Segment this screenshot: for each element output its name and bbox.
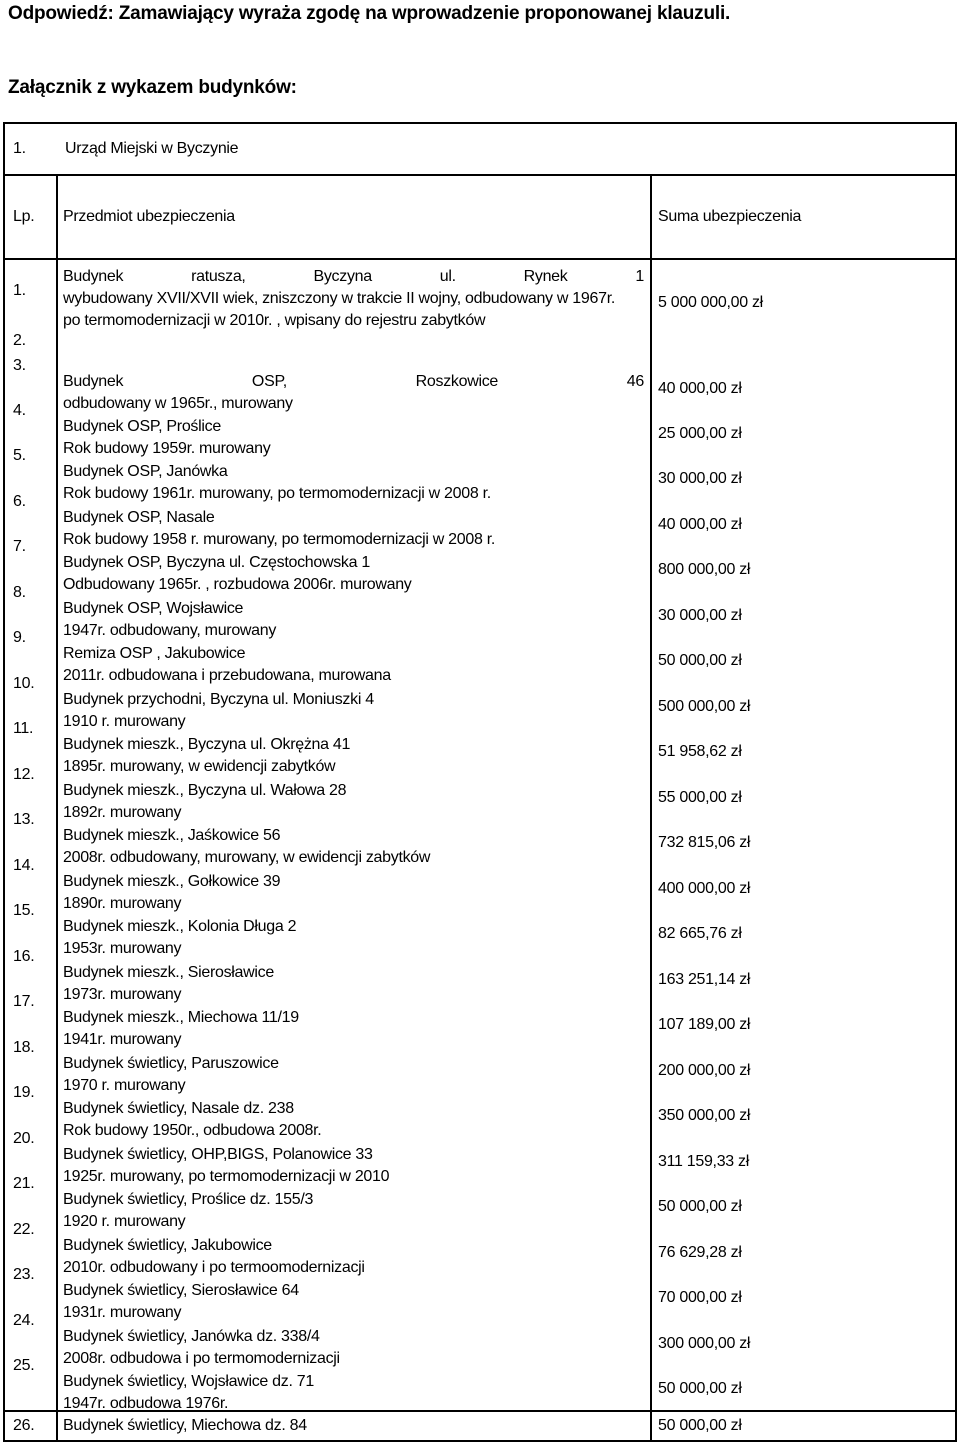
row-subject-line1: Budynek świetlicy, Wojsławice dz. 71 (63, 1373, 314, 1390)
row-subject: Budynek świetlicy, Miechowa dz. 84 (57, 1411, 651, 1441)
row-subject-line2: 2008r. odbudowa i po termomodernizacji (63, 1350, 340, 1367)
row-sum: 732 815,06 zł (658, 834, 751, 851)
row-subject-line2: Rok budowy 1959r. murowany (63, 440, 271, 457)
row-number: 8. (13, 584, 26, 601)
row-subject-line2: 2008r. odbudowany, murowany, w ewidencji zabytków (63, 849, 431, 866)
row-subject-line1 (63, 266, 644, 288)
unit-row (4, 123, 956, 175)
row-subject-line1: Budynek mieszk., Byczyna ul. Wałowa 28 (63, 782, 347, 799)
sum-column (651, 259, 956, 1411)
row-subject-word: 1 (635, 268, 644, 285)
row-sum: 50 000,00 zł (658, 652, 742, 669)
row-subject-line2: Odbudowany 1965r. , rozbudowa 2006r. murowany (63, 576, 412, 593)
header-row (4, 175, 956, 259)
row-subject (63, 734, 644, 778)
row-subject-line1: Budynek świetlicy, Paruszowice (63, 1055, 279, 1072)
row-subject-line1: Budynek świetlicy, Proślice dz. 155/3 (63, 1191, 314, 1208)
row-sum: 800 000,00 zł (658, 561, 751, 578)
row-subject-word: Byczyna (313, 268, 372, 285)
row-subject-line1: Budynek OSP, Wojsławice (63, 600, 244, 617)
row-subject (63, 1144, 644, 1188)
row-subject-line2: wybudowany XVII/XVII wiek, zniszczony w trakcie II wojny, odbudowany w 1967r. (63, 290, 615, 307)
row-number: 15. (13, 902, 35, 919)
row-subject (63, 1280, 644, 1324)
row-number: 16. (13, 948, 35, 965)
row-number: 23. (13, 1266, 35, 1283)
row-subject (63, 643, 644, 687)
row-subject (63, 1098, 644, 1142)
row-subject (63, 1371, 644, 1415)
row-subject-line2: 1931r. murowany (63, 1304, 182, 1321)
row-subject-line1: Budynek mieszk., Miechowa 11/19 (63, 1009, 299, 1026)
row-sum: 5 000 000,00 zł (658, 294, 763, 311)
row-number: 5. (13, 447, 26, 464)
row-subject-line1: Budynek mieszk., Gołkowice 39 (63, 873, 281, 890)
row-subject (63, 371, 644, 415)
row-subject-word: ratusza, (191, 268, 246, 285)
row-subject-line1: Budynek mieszk., Byczyna ul. Okrężna 41 (63, 736, 351, 753)
row-number: 10. (13, 675, 35, 692)
row-number: 1. (13, 282, 26, 299)
row-subject-line2: 1895r. murowany, w ewidencji zabytków (63, 758, 336, 775)
header-sum: Suma ubezpieczenia (651, 175, 956, 259)
row-number: 4. (13, 402, 26, 419)
row-sum: 163 251,14 zł (658, 971, 751, 988)
row-subject-line2: 1910 r. murowany (63, 713, 186, 730)
row-subject-line1: Remiza OSP , Jakubowice (63, 645, 246, 662)
row-sum: 400 000,00 zł (658, 880, 751, 897)
row-subject (63, 1007, 644, 1051)
row-number: 21. (13, 1175, 35, 1192)
row-number: 6. (13, 493, 26, 510)
row-number: 18. (13, 1039, 35, 1056)
row-subject-line2: 1947r. odbudowany, murowany (63, 622, 277, 639)
row-number: 13. (13, 811, 35, 828)
row-subject (63, 598, 644, 642)
row-subject-line1: Budynek świetlicy, Jakubowice (63, 1237, 272, 1254)
row-sum: 311 159,33 zł (658, 1153, 749, 1170)
row-subject (63, 916, 644, 960)
row-sum: 200 000,00 zł (658, 1062, 751, 1079)
row-subject (63, 552, 644, 596)
row-number: 17. (13, 993, 35, 1010)
row-subject-line1: Budynek świetlicy, OHP,BIGS, Polanowice 33 (63, 1146, 373, 1163)
row-number: 24. (13, 1312, 35, 1329)
row-subject-line1: Budynek świetlicy, Janówka dz. 338/4 (63, 1328, 320, 1345)
header-lp: Lp. (4, 175, 57, 259)
row-subject-line2: 2011r. odbudowana i przebudowana, murowana (63, 667, 391, 684)
row-subject-line1: Budynek świetlicy, Sierosławice 64 (63, 1282, 299, 1299)
row-subject (63, 1053, 644, 1097)
row-number: 25. (13, 1357, 35, 1374)
row-subject-line2: odbudowany w 1965r., murowany (63, 395, 293, 412)
row-sum: 70 000,00 zł (658, 1289, 742, 1306)
row-subject (63, 780, 644, 824)
attachment-heading: Załącznik z wykazem budynków: (8, 77, 297, 98)
row-subject-word: ul. (439, 268, 456, 285)
row-subject-line2: 1920 r. murowany (63, 1213, 186, 1230)
row-subject-line1: Budynek OSP, Byczyna ul. Częstochowska 1 (63, 554, 370, 571)
row-number: 12. (13, 766, 35, 783)
row-subject (63, 1189, 644, 1233)
body-row (4, 259, 956, 1411)
row-subject (63, 1235, 644, 1279)
row-sum: 55 000,00 zł (658, 789, 742, 806)
row-subject-word: 46 (626, 373, 644, 390)
subject-column (57, 259, 651, 1411)
row-subject (63, 962, 644, 1006)
row-number: 14. (13, 857, 35, 874)
header-subject: Przedmiot ubezpieczenia (57, 175, 651, 259)
row-number: 7. (13, 538, 26, 555)
row-sum: 50 000,00 zł (658, 1198, 742, 1215)
row-number: 9. (13, 629, 26, 646)
row-subject-line2: 1892r. murowany (63, 804, 182, 821)
row-subject-line1 (63, 371, 644, 393)
row-subject-word: Budynek (63, 268, 124, 285)
row-subject-line2: 1973r. murowany (63, 986, 182, 1003)
row-subject (63, 507, 644, 551)
row-subject-line1: Budynek świetlicy, Nasale dz. 238 (63, 1100, 294, 1117)
row-sum: 300 000,00 zł (658, 1335, 751, 1352)
row-sum: 50 000,00 zł (658, 1380, 742, 1397)
row-subject-line1: Budynek OSP, Janówka (63, 463, 228, 480)
row-sum: 40 000,00 zł (658, 380, 742, 397)
row-sum: 107 189,00 zł (658, 1016, 751, 1033)
row-subject-word: Rynek (523, 268, 568, 285)
row-subject-line3: po termomodernizacji w 2010r. , wpisany do rejestru zabytków (63, 312, 486, 329)
row-subject-line2: 1941r. murowany (63, 1031, 182, 1048)
row-sum: 82 665,76 zł (658, 925, 742, 942)
unit-number: 1. (13, 140, 26, 157)
row-subject (63, 871, 644, 915)
row-subject-line2: 2010r. odbudowany i po termoomodernizacji (63, 1259, 365, 1276)
row-subject-line2: Rok budowy 1950r., odbudowa 2008r. (63, 1122, 322, 1139)
unit-name: Urząd Miejski w Byczynie (65, 140, 239, 157)
row-number: 26. (4, 1411, 57, 1441)
row-subject-word: OSP, (251, 373, 287, 390)
row-subject (63, 461, 644, 505)
row-subject-line1: Budynek OSP, Nasale (63, 509, 215, 526)
row-subject (63, 825, 644, 869)
row-subject-word: Budynek (63, 373, 124, 390)
row-subject-line1: Budynek mieszk., Jaśkowice 56 (63, 827, 281, 844)
row-sum: 40 000,00 zł (658, 516, 742, 533)
lp-column (4, 259, 57, 1411)
row-sum: 500 000,00 zł (658, 698, 751, 715)
row-subject-line2: 1890r. murowany (63, 895, 182, 912)
row-sum: 30 000,00 zł (658, 470, 742, 487)
table-row (4, 1411, 956, 1441)
row-number: 20. (13, 1130, 35, 1147)
row-subject (63, 416, 644, 460)
row-subject-line2: 1925r. murowany, po termomodernizacji w 2010 (63, 1168, 390, 1185)
buildings-table (3, 122, 957, 1442)
row-subject-line2: 1953r. murowany (63, 940, 182, 957)
row-subject-word: Roszkowice (415, 373, 499, 390)
row-subject-line2: 1970 r. murowany (63, 1077, 186, 1094)
row-number: 22. (13, 1221, 35, 1238)
row-sum: 25 000,00 zł (658, 425, 742, 442)
answer-heading: Odpowiedź: Zamawiający wyraża zgodę na wprowadzenie proponowanej klauzuli. (8, 3, 731, 24)
row-subject-line2: Rok budowy 1958 r. murowany, po termomodernizacji w 2008 r. (63, 531, 496, 548)
row-subject-line1: Budynek mieszk., Kolonia Długa 2 (63, 918, 297, 935)
row-subject (63, 689, 644, 733)
row-number: 2. (13, 332, 26, 349)
row-subject (63, 266, 644, 332)
row-subject-line2: Rok budowy 1961r. murowany, po termomodernizacji w 2008 r. (63, 485, 491, 502)
row-number: 19. (13, 1084, 35, 1101)
row-subject-line1: Budynek OSP, Proślice (63, 418, 221, 435)
row-subject-line2: 1947r. odbudowa 1976r. (63, 1395, 229, 1412)
row-sum: 51 958,62 zł (658, 743, 742, 760)
row-subject-line1: Budynek przychodni, Byczyna ul. Moniuszki 4 (63, 691, 374, 708)
unit-cell (4, 123, 956, 175)
row-sum: 76 629,28 zł (658, 1244, 742, 1261)
row-sum: 350 000,00 zł (658, 1107, 751, 1124)
row-number: 11. (13, 720, 34, 737)
row-sum: 30 000,00 zł (658, 607, 742, 624)
row-subject (63, 1326, 644, 1370)
row-subject-line1: Budynek mieszk., Sierosławice (63, 964, 274, 981)
row-number: 3. (13, 357, 26, 374)
row-sum: 50 000,00 zł (651, 1411, 956, 1441)
